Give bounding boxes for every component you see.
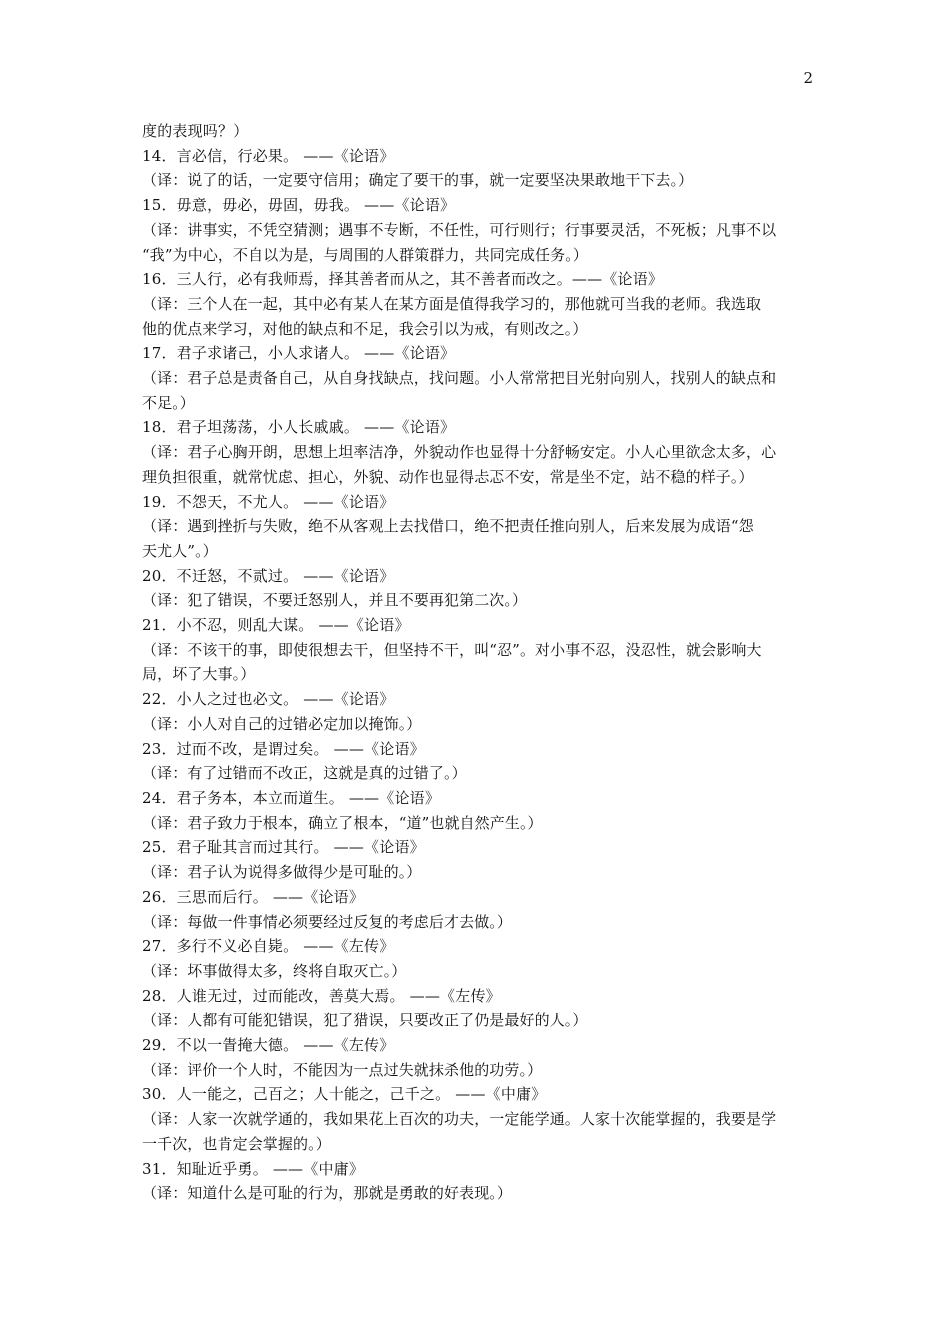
quote-line: 22．小人之过也必文。 ——《论语》 (142, 690, 395, 709)
translation-line: （译：评价一个人时，不能因为一点过失就抹杀他的功劳。） (142, 1060, 543, 1079)
translation-line: 不足。） (142, 393, 195, 412)
translation-line: 他的优点来学习，对他的缺点和不足，我会引以为戒，有则改之。） (142, 319, 588, 338)
translation-line: （译：人家一次就学通的，我如果花上百次的功夫，一定能学通。人家十次能掌握的，我要是学 (142, 1110, 777, 1129)
translation-line: （译：有了过错而不改正，这就是真的过错了。） (142, 764, 467, 783)
translation-line: “我”为中心，不自以为是，与周围的人群策群力，共同完成任务。） (142, 245, 588, 264)
quote-line: 21．小不忍，则乱大谋。 ——《论语》 (142, 616, 410, 635)
translation-line: （译：君子心胸开朗，思想上坦率洁净，外貌动作也显得十分舒畅安定。小人心里欲念太多，心 (142, 443, 777, 462)
quote-line: 25．君子耻其言而过其行。 ——《论语》 (142, 838, 425, 857)
translation-line: （译：遇到挫折与失败，绝不从客观上去找借口，绝不把责任推向别人，后来发展为成语“怨 (142, 517, 754, 536)
translation-line: （译：每做一件事情必须要经过反复的考虑后才去做。） (142, 912, 513, 931)
translation-line: 理负担很重，就常忧虑、担心，外貌、动作也显得忐忑不安，常是坐不定，站不稳的样子。） (142, 467, 754, 486)
translation-line: （译：三个人在一起，其中必有某人在某方面是值得我学习的，那他就可当我的老师。我选取 (142, 294, 762, 313)
quote-line: 31．知耻近乎勇。 ——《中庸》 (142, 1159, 365, 1178)
translation-line: （译：君子认为说得多做得少是可耻的。） (142, 863, 422, 882)
translation-line: （译：犯了错误，不要迁怒别人，并且不要再犯第二次。） (142, 591, 528, 610)
translation-line: 一千次，也肯定会掌握的。） (142, 1134, 331, 1153)
translation-line: 天尤人”。） (142, 541, 218, 560)
translation-line: 局，坏了大事。） (142, 665, 256, 684)
translation-line: （译：君子总是责备自己，从自身找缺点，找问题。小人常常把目光射向别人，找别人的缺点和 (142, 369, 777, 388)
translation-line: （译：不该干的事，即使很想去干，但坚持不干，叫“忍”。对小事不忍，没忍性，就会影响大 (142, 640, 762, 659)
quote-line: 19．不怨天，不尤人。 ——《论语》 (142, 492, 395, 511)
quote-line: 18．君子坦荡荡，小人长戚戚。 ——《论语》 (142, 418, 456, 437)
quote-line: 17．君子求诸己，小人求诸人。 ——《论语》 (142, 344, 456, 363)
quote-line: 30．人一能之，己百之；人十能之，己千之。 ——《中庸》 (142, 1085, 547, 1104)
quote-line: 15．毋意，毋必，毋固，毋我。 ——《论语》 (142, 196, 456, 215)
quote-line: 29．不以一眚掩大德。 ——《左传》 (142, 1036, 395, 1055)
quote-line: 28．人谁无过，过而能改，善莫大焉。 ——《左传》 (142, 986, 501, 1005)
quote-line: 23．过而不改，是谓过矣。 ——《论语》 (142, 739, 425, 758)
text-line: 度的表现吗？） (142, 122, 249, 140)
quote-line: 20．不迁怒，不贰过。 ——《论语》 (142, 566, 395, 585)
quote-line: 26．三思而后行。 ——《论语》 (142, 887, 365, 906)
quote-line: 16．三人行，必有我师焉，择其善者而从之，其不善者而改之。——《论语》 (142, 270, 664, 289)
translation-line: （译：讲事实，不凭空猜测；遇事不专断，不任性，可行则行；行事要灵活，不死板；凡事不以 (142, 220, 777, 239)
quote-line: 14．言必信，行必果。 ——《论语》 (142, 146, 395, 165)
document-body (142, 119, 810, 1206)
translation-line: （译：知道什么是可耻的行为，那就是勇敢的好表现。） (142, 1184, 513, 1203)
quote-line: 24．君子务本，本立而道生。 ——《论语》 (142, 788, 441, 807)
translation-line: （译：小人对自己的过错必定加以掩饰。） (142, 714, 422, 733)
translation-line: （译：坏事做得太多，终将自取灭亡。） (142, 961, 407, 980)
translation-line: （译：说了的话，一定要守信用；确定了要干的事，就一定要坚决果敢地干下去。） (142, 171, 694, 190)
translation-line: （译：君子致力于根本，确立了根本，“道”也就自然产生。） (142, 813, 543, 832)
page-number: 2 (803, 69, 813, 87)
translation-line: （译：人都有可能犯错误，犯了猎误，只要改正了仍是最好的人。） (142, 1011, 588, 1030)
quote-line: 27．多行不义必自毙。 ——《左传》 (142, 937, 395, 956)
